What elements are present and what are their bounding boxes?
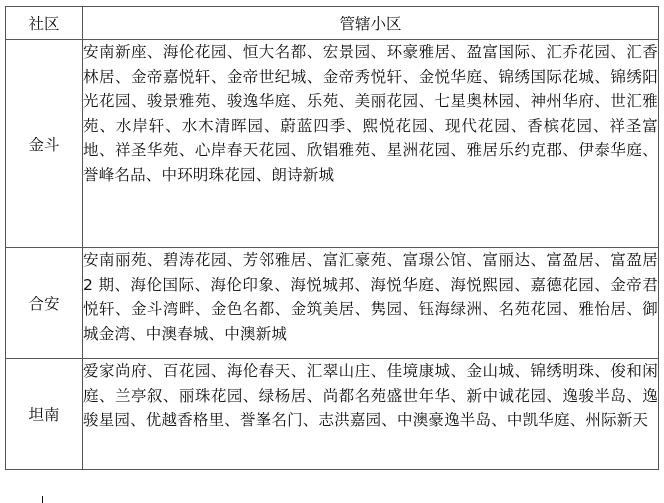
district-table bbox=[5, 6, 659, 470]
header-community: 社区 bbox=[6, 7, 83, 40]
text-cursor-mark bbox=[42, 496, 43, 503]
header-areas: 管辖小区 bbox=[83, 7, 659, 40]
table-row bbox=[6, 248, 659, 359]
residential-areas: 安南新座、海伦花园、恒大名都、宏景园、环豪雅居、盈富国际、汇乔花园、汇香林居、金帝嘉悦轩、金帝世纪城、金帝秀悦轩、金悦华庭、锦绣国际花城、锦绣阳光花园、骏景雅苑、骏逸华庭、乐苑、美丽花园、七星奥林园、神州华府、世汇雅苑、水岸轩、水木清晖园、蔚蓝四季、熙悦花园、现代花园、香槟花园、祥圣富地、祥圣华苑、心岸春天花园、欣锠雅苑、星洲花园、雅居乐约克郡、伊泰华庭、誉峰名品、中环明珠花园、朗诗新城 bbox=[83, 40, 659, 248]
residential-areas: 爱家尚府、百花园、海伦春天、汇翠山庄、佳境康城、金山城、锦绣明珠、俊和闲庭、兰亭叙、丽珠花园、绿杨居、尚都名苑盛世年华、新中诚花园、逸骏半岛、逸骏星园、优越香格里、誉峯名门、志洪嘉园、中澳豪逸半岛、中凯华庭、州际新天 bbox=[83, 359, 659, 470]
community-name: 金斗 bbox=[6, 40, 83, 248]
table-row bbox=[6, 359, 659, 470]
header-row bbox=[6, 7, 659, 40]
community-name: 合安 bbox=[6, 248, 83, 359]
residential-areas: 安南丽苑、碧涛花园、芳邻雅居、富汇豪苑、富璟公馆、富丽达、富盈居、富盈居 2 期、海伦国际、海伦印象、海悦城邦、海悦华庭、海悦熙园、嘉德花园、金帝君悦轩、金斗湾畔、金色名都、金筑美居、隽园、钰海绿洲、名苑花园、雅怡居、御城金湾、中澳春城、中澳新城 bbox=[83, 248, 659, 359]
table-row bbox=[6, 40, 659, 248]
community-name: 坦南 bbox=[6, 359, 83, 470]
